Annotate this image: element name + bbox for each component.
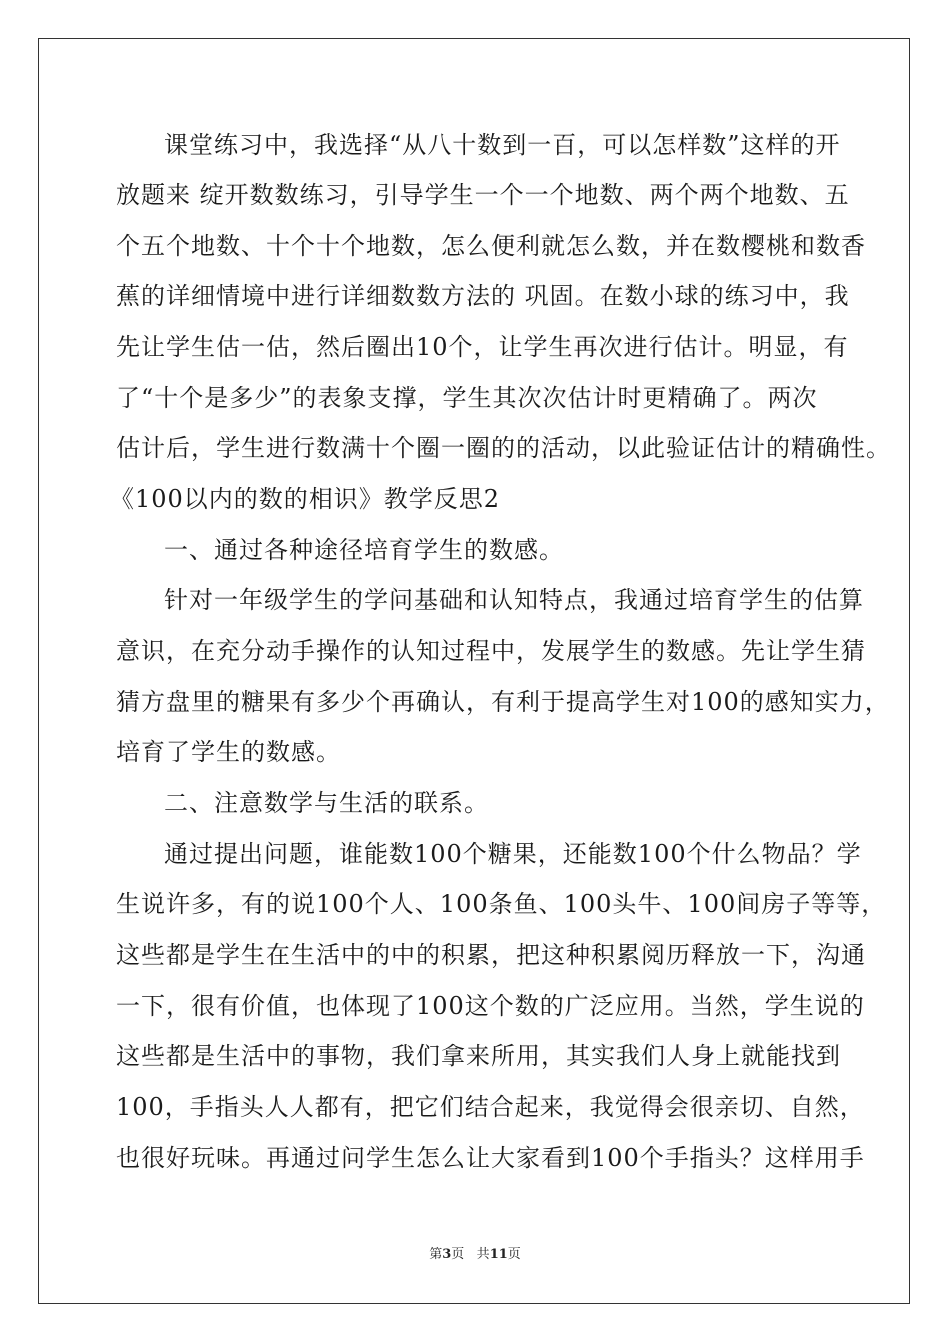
text-line: 猜方盘里的糖果有多少个再确认，有利于提高学生对100的感知实力，	[116, 688, 890, 716]
page-footer	[0, 1247, 950, 1263]
text-line: 先让学生估一估，然后圈出10个，让学生再次进行估计。明显，有	[116, 333, 849, 361]
text-line: 这些都是生活中的事物，我们拿来所用，其实我们人身上就能找到	[116, 1042, 841, 1070]
text-line: 了“十个是多少”的表象支撑，学生其次次估计时更精确了。两次	[116, 384, 818, 412]
text-line: 个五个地数、十个十个地数，怎么便利就怎么数，并在数樱桃和数香	[116, 232, 866, 260]
heading-two: 二、注意数学与生活的联系。	[164, 789, 489, 817]
text-line: 一下，很有价值，也体现了100这个数的广泛应用。当然，学生说的	[116, 992, 865, 1020]
text-line: 通过提出问题，谁能数100个糖果，还能数100个什么物品？学	[164, 840, 862, 868]
total-prefix: 共	[476, 1247, 490, 1262]
section-title: 《100以内的数的相识》教学反思2	[110, 485, 501, 513]
total-pages: 11	[489, 1247, 508, 1262]
text-line: 培育了学生的数感。	[116, 738, 341, 766]
heading-one: 一、通过各种途径培育学生的数感。	[164, 536, 564, 564]
text-line: 生说许多，有的说100个人、100条鱼、100头牛、100间房子等等，	[116, 890, 887, 918]
text-line: 针对一年级学生的学问基础和认知特点，我通过培育学生的估算	[164, 586, 864, 614]
text-line: 这些都是学生在生活中的中的积累，把这种积累阅历释放一下，沟通	[116, 941, 866, 969]
text-line: 意识，在充分动手操作的认知过程中，发展学生的数感。先让学生猜	[116, 637, 866, 665]
text-line: 放题来 绽开数数练习，引导学生一个一个地数、两个两个地数、五	[116, 181, 850, 209]
total-suffix: 页	[507, 1247, 521, 1262]
text-line: 也很好玩味。再通过问学生怎么让大家看到100个手指头？这样用手	[116, 1144, 865, 1172]
page-suffix: 页	[451, 1247, 465, 1262]
page-number: 3	[442, 1247, 452, 1262]
page-prefix: 第	[429, 1247, 443, 1262]
text-line: 估计后，学生进行数满十个圈一圈的的活动，以此验证估计的精确性。	[116, 434, 891, 462]
text-line: 蕉的详细情境中进行详细数数方法的 巩固。在数小球的练习中，我	[116, 282, 850, 310]
text-line: 100，手指头人人都有，把它们结合起来，我觉得会很亲切、自然，	[116, 1093, 865, 1121]
text-line: 课堂练习中，我选择“从八十数到一百，可以怎样数”这样的开	[164, 131, 841, 159]
